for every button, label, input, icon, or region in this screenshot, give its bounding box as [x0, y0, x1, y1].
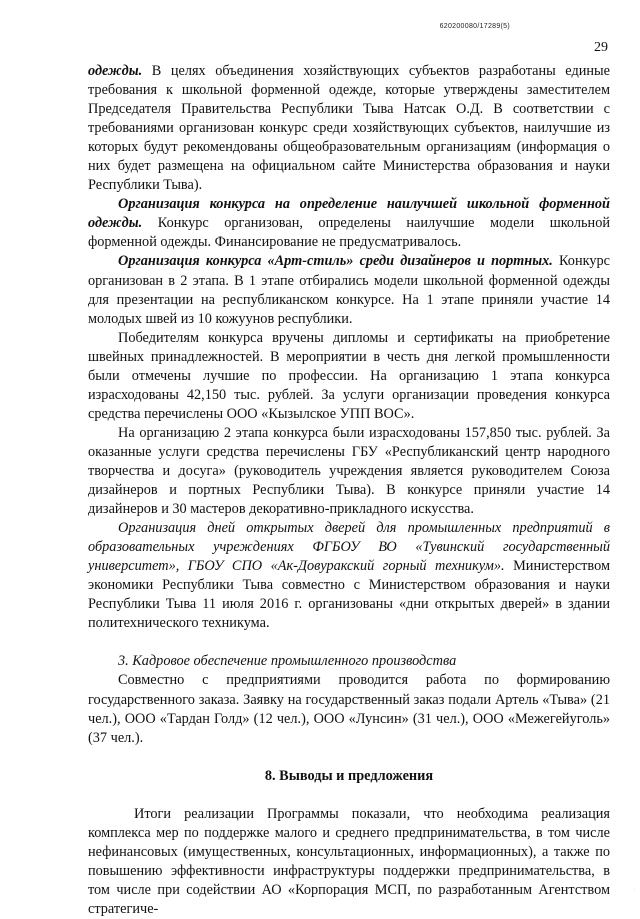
paragraph-1: [88, 62, 610, 195]
spacer: [88, 786, 610, 805]
paragraph-5: На организацию 2 этапа конкурса были израсходованы 157,850 тыс. рублей. За оказанные услуги средства перечислены ГБУ «Республиканский центр народного творчества и досуга» (руководитель учреждения является руководителем Союза дизайнеров и портных Республики Тыва). В конкурсе приняли участие 14 дизайнеров и 30 мастеров декоративно-прикладного искусства.: [88, 424, 610, 518]
subsection-heading: 3. Кадровое обеспечение промышленного производства: [118, 653, 457, 670]
paragraph-2-lead: Организация конкурса на определение наилучшей школьной форменной одежды.: [88, 196, 610, 232]
spacer: [88, 748, 610, 767]
paragraph-3-text: Конкурс организован в 2 этапа. В 1 этапе отбирались модели школьной форменной одежды для презентации на республиканском конкурсе. На 1 этапе приняли участие 14 молодых швей из 10 кожуунов республики.: [88, 253, 610, 327]
spacer: [88, 633, 610, 652]
paragraph-9: Итоги реализации Программы показали, что необходима реализация комплекса мер по поддержке малого и среднего предпринимательства, в том числе нефинансовых (имущественных, консультационных, информационных), а также по повышению эффективности инфраструктуры поддержки предпринимательства, в том числе при содействии АО «Корпорация МСП, по разработанным Агентством стратегиче-: [88, 805, 610, 917]
paragraph-1-text: В целях объединения хозяйствующих субъектов разработаны единые требования к школьной форменной одежде, которые утверждены заместителем Председателя Правительства Республики Тыва Натсак О.Д. В соответствии с требованиями организован конкурс среди хозяйствующих субъектов, наилучшие из которых будут рекомендованы общеобразовательным организациям (информация о них будет размещена на официальном сайте Министерства образования и науки Республики Тыва).: [88, 63, 610, 194]
paragraph-2: [88, 195, 610, 252]
paragraph-1-lead: одежды.: [88, 63, 143, 79]
scan-mark: ˙: [633, 888, 636, 897]
paragraph-3-lead: Организация конкурса «Арт-стиль» среди дизайнеров и портных.: [118, 253, 553, 270]
paragraph-3: [88, 252, 610, 328]
section-title: 8. Выводы и предложения: [264, 767, 434, 784]
paragraph-6-lead: Организация дней открытых дверей для промышленных предприятий в образовательных учреждениях ФГБОУ ВО «Тувинский государственный университет», ГБОУ СПО «Ак-Довуракский горный техникум».: [88, 520, 610, 575]
document-number: 620200080/17289(5): [439, 23, 510, 30]
paragraph-6: [88, 519, 610, 633]
page-number: 29: [594, 40, 608, 55]
paragraph-4: Победителям конкурса вручены дипломы и сертификаты на приобретение швейных принадлежностей. В мероприятии в честь дня легкой промышленности были отмечены лучшие по профессии. На организацию 1 этапа конкурса израсходованы 42,150 тыс. рублей. За услуги организации проведения конкурса средства перечислены ООО «Кызылское УПП ВОС».: [88, 329, 610, 422]
body-text: [88, 62, 610, 919]
paragraph-2-text: Конкурс организован, определены наилучшие модели школьной форменной одежды. Финансирование не предусматривалось.: [88, 215, 610, 251]
paragraph-6-text: Министерством экономики Республики Тыва совместно с Министерством образования и науки Республики Тыва 11 июля 2016 г. организованы «дни открытых дверей» в здании политехнического техникума.: [88, 558, 610, 632]
paragraph-8: Совместно с предприятиями проводится работа по формированию государственного заказа. Заявку на государственный заказ подали Артель «Тыва» (21 чел.), ООО «Тардан Голд» (12 чел.), ООО «Лунсин» (31 чел.), ООО «Межегейуголь» (37 чел.).: [88, 672, 610, 746]
